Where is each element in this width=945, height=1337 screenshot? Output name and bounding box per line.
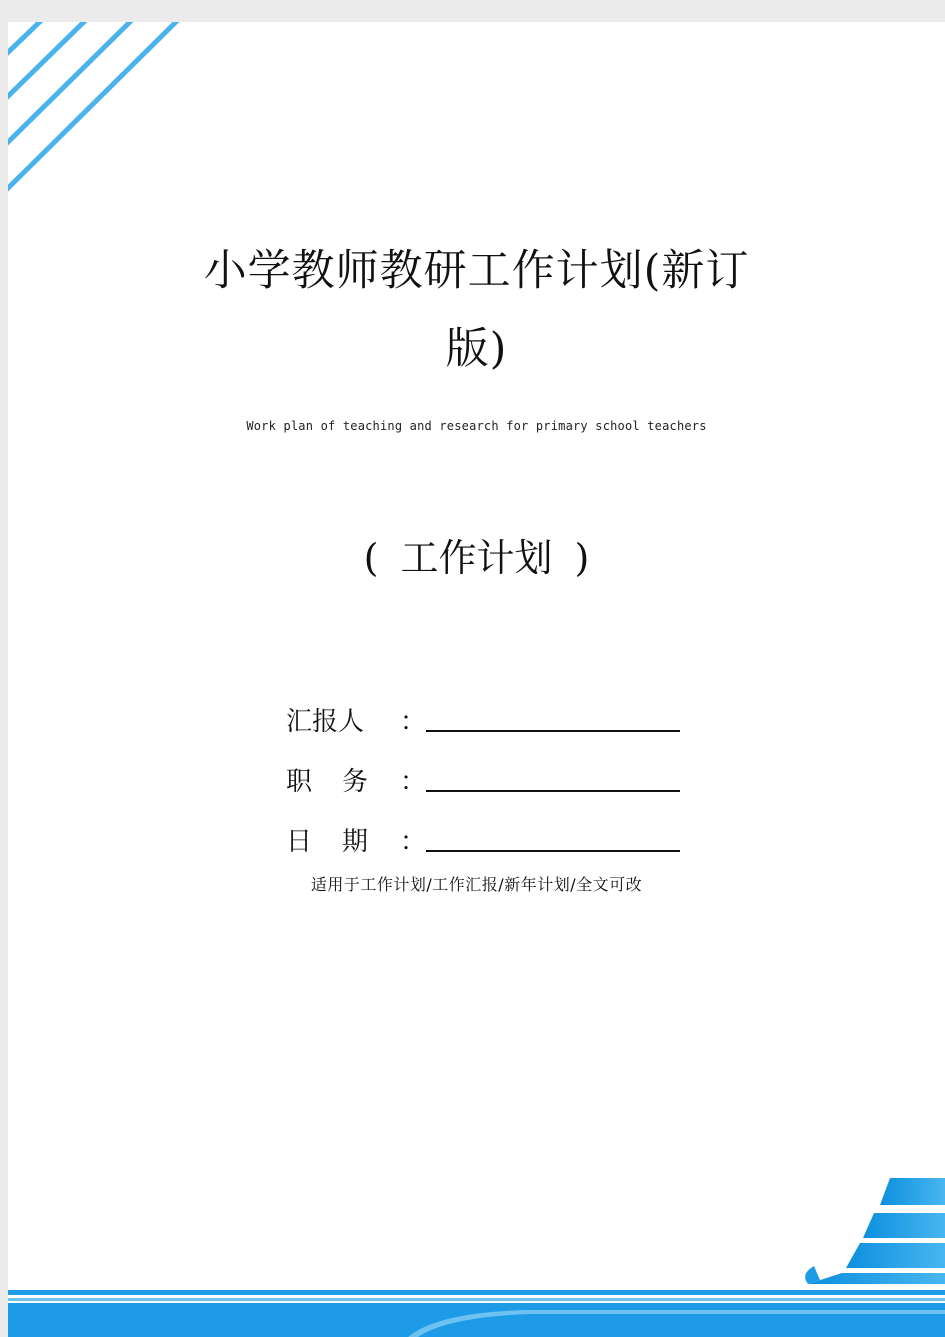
title-line-1: 小学教师教研工作计划(新订 (203, 246, 750, 296)
title-line-2: 版) (445, 324, 508, 374)
field-position-colon: ： (400, 767, 427, 797)
category-open-paren: ( (363, 536, 379, 580)
usage-note: 适用于工作计划/工作汇报/新年计划/全文可改 (310, 875, 643, 894)
field-reporter-label: 汇报人 (286, 707, 365, 737)
field-date-colon: ： (400, 827, 427, 857)
field-date-label: 日期 (286, 827, 399, 857)
category-close-paren: ) (574, 536, 590, 580)
document-page (8, 22, 945, 1337)
bottom-book-decoration (8, 22, 945, 1337)
field-reporter-colon: ： (400, 707, 427, 737)
english-subtitle: Work plan of teaching and research for primary school teachers (246, 419, 707, 433)
category-text: 工作计划 (400, 536, 553, 580)
field-position-label: 职务 (286, 767, 399, 797)
